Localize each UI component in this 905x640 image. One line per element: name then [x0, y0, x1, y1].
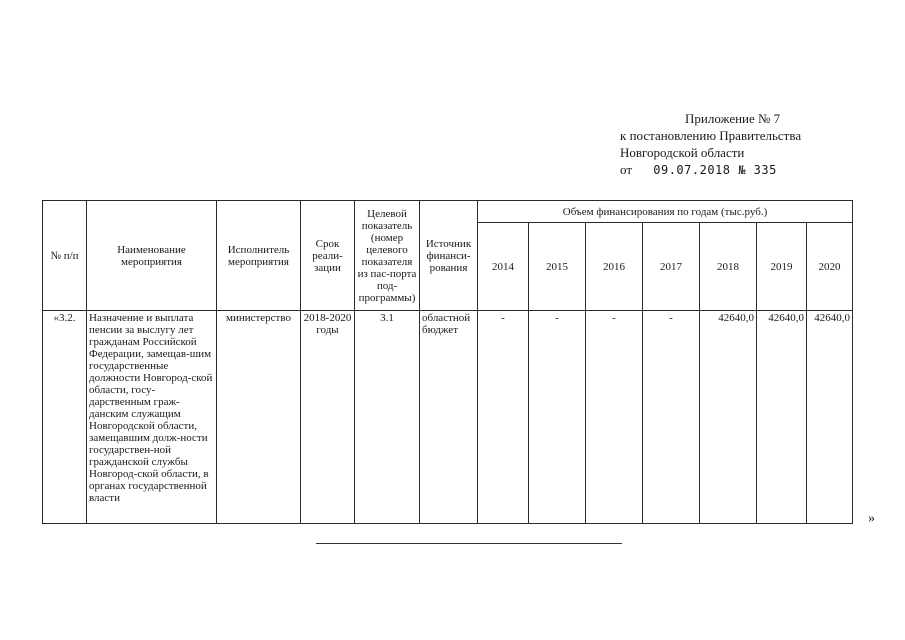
row-value: -: [586, 311, 643, 524]
row-value: -: [529, 311, 586, 524]
row-name: Назначение и выплата пенсии за выслугу лет гражданам Российской Федерации, замещав-шим государственные должности Новгород-ской области, госу-дарственным граж-данским служащим Новгородской области, замещавшим долж-ности государствен-ной гражданской службы Новгород-ской области, в органах государственной власти: [87, 311, 217, 524]
header-source: Источник финанси-рования: [420, 201, 478, 311]
header-funding-group: Объем финансирования по годам (тыс.руб.): [478, 201, 853, 223]
funding-table: [42, 200, 853, 524]
header-year: 2016: [586, 223, 643, 311]
header-year: 2017: [643, 223, 700, 311]
row-source: областной бюджет: [420, 311, 478, 524]
divider: [316, 543, 622, 544]
date-label: от: [620, 162, 633, 177]
row-value: 42640,0: [700, 311, 757, 524]
date-value: 09.07.2018 № 335: [653, 163, 777, 177]
row-value: -: [478, 311, 529, 524]
appendix-header: [620, 110, 890, 179]
header-year: 2014: [478, 223, 529, 311]
header-year: 2015: [529, 223, 586, 311]
appendix-resolution-line: к постановлению Правительства: [620, 128, 802, 143]
header-indicator: Целевой показатель (номер целевого показателя из пас-порта под-программы): [355, 201, 420, 311]
row-value: 42640,0: [757, 311, 807, 524]
row-term: 2018-2020 годы: [301, 311, 355, 524]
header-year: 2019: [757, 223, 807, 311]
appendix-region-line: Новгородской области: [620, 145, 745, 160]
row-indicator: 3.1: [355, 311, 420, 524]
table-row: [43, 311, 853, 524]
header-executor: Исполнитель мероприятия: [217, 201, 301, 311]
row-value: -: [643, 311, 700, 524]
appendix-title: Приложение № 7: [685, 111, 781, 126]
header-num: № п/п: [43, 201, 87, 311]
row-value: 42640,0: [807, 311, 853, 524]
header-year: 2020: [807, 223, 853, 311]
appendix-date-line: [620, 161, 890, 179]
header-name: Наименование мероприятия: [87, 201, 217, 311]
row-executor: министерство: [217, 311, 301, 524]
header-term: Срок реали-зации: [301, 201, 355, 311]
row-num: «3.2.: [43, 311, 87, 524]
closing-quote: »: [868, 511, 875, 526]
header-year: 2018: [700, 223, 757, 311]
